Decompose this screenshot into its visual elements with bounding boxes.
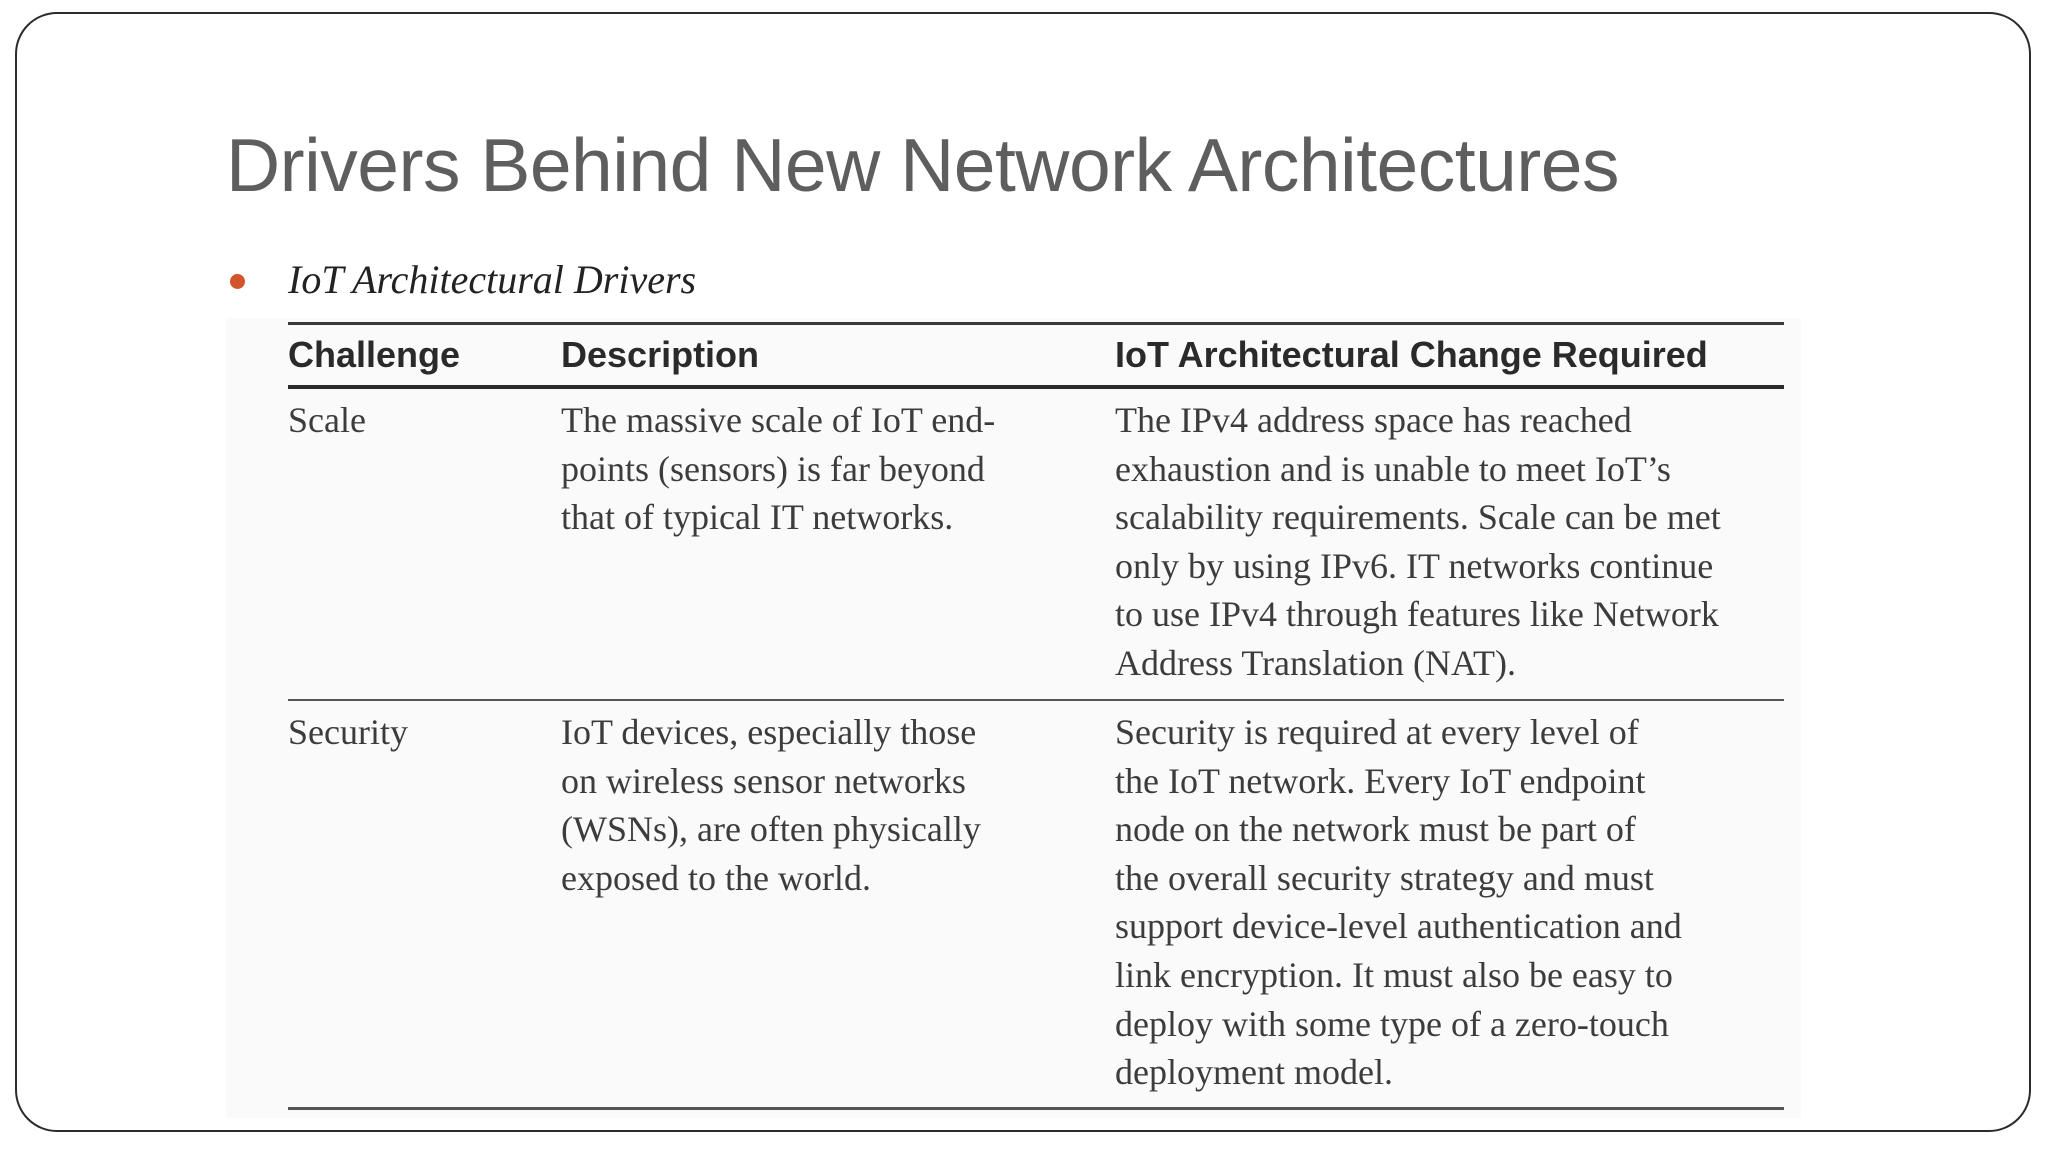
cell-line: IoT devices, especially those: [561, 712, 977, 752]
cell-line: deploy with some type of a zero-touch: [1115, 1003, 1669, 1044]
cell-line: to use IPv4 through features like Network: [1115, 594, 1719, 635]
architecture-drivers-table: [226, 318, 1801, 1118]
cell-line: points (sensors) is far beyond: [561, 448, 985, 489]
header-challenge: Challenge: [288, 334, 461, 375]
cell-line: Scale: [288, 400, 366, 440]
cell-line: Security is required at every level of: [1115, 712, 1639, 752]
cell-line: deployment model.: [1115, 1052, 1393, 1093]
cell-line: only by using IPv6. IT networks continue: [1115, 545, 1714, 586]
bullet-text: IoT Architectural Drivers: [288, 257, 697, 302]
cell-line: exhaustion and is unable to meet IoT’s: [1115, 448, 1671, 489]
bullet-dot-icon: [230, 274, 245, 289]
cell-line: Address Translation (NAT).: [1115, 642, 1516, 683]
cell-line: link encryption. It must also be easy to: [1115, 954, 1673, 995]
row-security-change: [1115, 708, 1682, 1097]
row-security-challenge: [288, 708, 408, 757]
cell-line: Security: [288, 712, 408, 752]
cell-line: exposed to the world.: [561, 857, 871, 898]
table-bottom-rule: [288, 1107, 1784, 1110]
cell-line: on wireless sensor networks: [561, 760, 966, 801]
table-header-rule: [288, 385, 1784, 389]
cell-line: The massive scale of IoT end-: [561, 400, 996, 440]
row-scale-change: [1115, 396, 1721, 688]
header-description: Description: [561, 334, 760, 375]
cell-line: The IPv4 address space has reached: [1115, 400, 1632, 440]
table-top-rule: [288, 322, 1784, 325]
row-scale-description: [561, 396, 995, 542]
cell-line: support device-level authentication and: [1115, 906, 1682, 947]
cell-line: node on the network must be part of: [1115, 809, 1636, 850]
cell-line: the overall security strategy and must: [1115, 857, 1654, 898]
cell-line: (WSNs), are often physically: [561, 809, 981, 850]
row-scale-challenge: [288, 396, 366, 445]
slide-title: Drivers Behind New Network Architectures: [226, 123, 1619, 207]
cell-line: that of typical IT networks.: [561, 497, 954, 538]
cell-line: the IoT network. Every IoT endpoint: [1115, 760, 1646, 801]
row-security-description: [561, 708, 981, 902]
cell-line: scalability requirements. Scale can be met: [1115, 497, 1721, 538]
table-row-divider: [288, 699, 1784, 701]
header-change-required: IoT Architectural Change Required: [1115, 334, 1708, 375]
